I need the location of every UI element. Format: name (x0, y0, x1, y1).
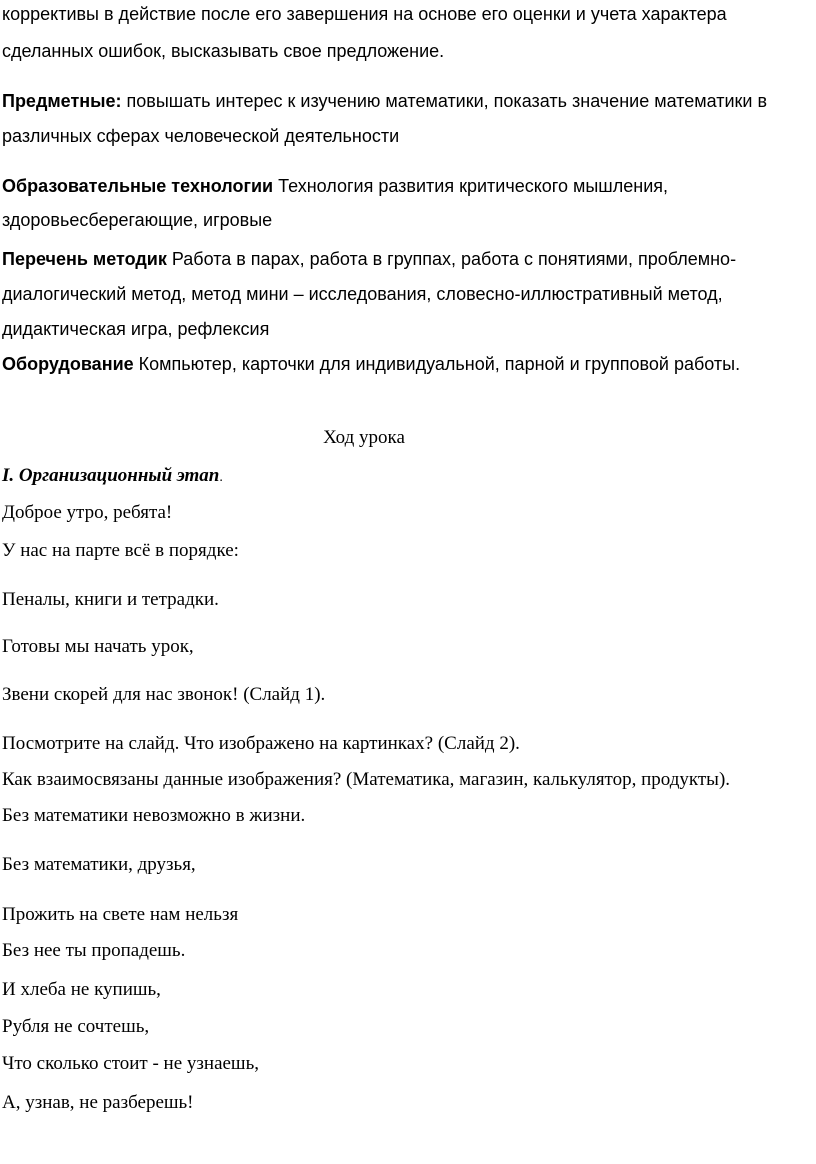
technologies-text-1: Технология развития критического мышления, (273, 176, 668, 196)
intro-line-2: сделанных ошибок, высказывать свое предложение. (2, 41, 445, 61)
stage-title: I. Организационный этап (2, 465, 220, 486)
methods-text-2: диалогический метод, метод мини – исследования, словесно-иллюстративный метод, (2, 284, 723, 304)
technologies-paragraph-line-1 (2, 177, 668, 195)
poem2-line-1: Без математики, друзья, (2, 854, 196, 875)
poem1-line-2: У нас на парте всё в порядке: (2, 540, 239, 561)
lesson-heading: Ход урока (323, 427, 405, 448)
intro-line-1: коррективы в действие после его завершения на основе его оценки и учета характера (2, 4, 727, 24)
poem1-line-5: Звени скорей для нас звонок! (Слайд 1). (2, 684, 326, 705)
poem2-line-3: Без нее ты пропадешь. (2, 940, 186, 961)
subject-text-2: различных сферах человеческой деятельности (2, 126, 400, 146)
subject-text-1: повышать интерес к изучению математики, показать значение математики в (121, 91, 768, 111)
technologies-label: Образовательные технологии (2, 176, 274, 196)
technologies-text-2: здоровьесберегающие, игровые (2, 210, 273, 230)
methods-text-3: дидактическая игра, рефлексия (2, 319, 270, 339)
stage-heading (2, 466, 223, 485)
discussion-line-3: Без математики невозможно в жизни. (2, 805, 306, 826)
methods-paragraph-line-1 (2, 250, 736, 268)
poem2-line-7: А, узнав, не разберешь! (2, 1092, 194, 1113)
poem1-line-3: Пеналы, книги и тетрадки. (2, 589, 219, 610)
equipment-text: Компьютер, карточки для индивидуальной, парной и групповой работы. (133, 354, 741, 374)
stage-dot: . (219, 470, 223, 485)
poem2-line-5: Рубля не сочтешь, (2, 1016, 150, 1037)
methods-label: Перечень методик (2, 249, 167, 269)
discussion-line-2: Как взаимосвязаны данные изображения? (Математика, магазин, калькулятор, продукты). (2, 769, 731, 790)
methods-text-1: Работа в парах, работа в группах, работа с понятиями, проблемно- (166, 249, 737, 269)
poem2-line-6: Что сколько стоит - не узнаешь, (2, 1053, 259, 1074)
poem1-line-1: Доброе утро, ребята! (2, 502, 173, 523)
equipment-paragraph (2, 355, 740, 373)
subject-label: Предметные: (2, 91, 122, 111)
equipment-label: Оборудование (2, 354, 134, 374)
discussion-line-1: Посмотрите на слайд. Что изображено на картинках? (Слайд 2). (2, 733, 520, 754)
poem1-line-4: Готовы мы начать урок, (2, 636, 194, 657)
poem2-line-2: Прожить на свете нам нельзя (2, 904, 239, 925)
poem2-line-4: И хлеба не купишь, (2, 979, 161, 1000)
subject-paragraph-line-1 (2, 92, 767, 110)
